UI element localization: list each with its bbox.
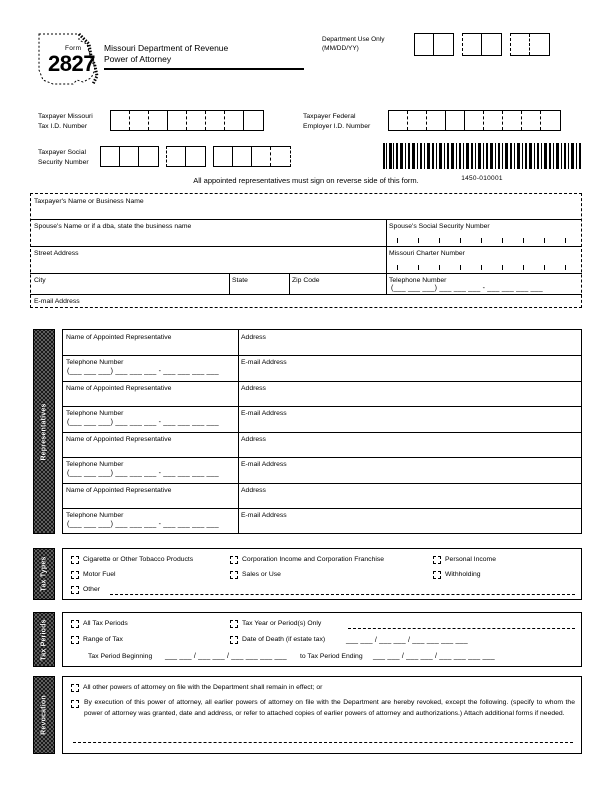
date-year-group[interactable] <box>510 33 550 56</box>
checkbox-box[interactable] <box>71 571 79 579</box>
signature-notice: All appointed representatives must sign on reverse side of this form. <box>193 176 419 185</box>
row-divider <box>62 381 582 382</box>
row-divider <box>30 219 582 220</box>
checkbox-corporation-income[interactable] <box>230 555 384 564</box>
date-cell[interactable] <box>482 34 501 55</box>
form-word-label: Form <box>65 45 82 52</box>
checkbox-range-of-tax[interactable] <box>71 635 123 644</box>
ssn-cell[interactable] <box>233 147 252 166</box>
ssn-cell[interactable] <box>252 147 271 166</box>
row-divider <box>62 406 582 407</box>
barcode-number: 1450-010001 <box>461 175 503 182</box>
zip-label: Zip Code <box>292 277 320 284</box>
checkbox-all-tax-periods[interactable] <box>71 619 128 628</box>
id-cell[interactable] <box>168 111 187 130</box>
id-cell[interactable] <box>225 111 244 130</box>
checkbox-box[interactable] <box>230 620 238 628</box>
tab-revocation-label: Revocation <box>40 695 48 735</box>
dept-use-line-1: Department Use Only <box>322 36 385 43</box>
tab-tax-periods <box>33 612 55 667</box>
spouse-ssn-label: Spouse's Social Security Number <box>389 223 490 230</box>
federal-id-label <box>303 112 370 131</box>
revocation-write-in-line[interactable] <box>73 742 573 743</box>
tax-period-ending-label: to Tax Period Ending <box>300 653 363 660</box>
ssn-cell[interactable] <box>139 147 158 166</box>
form-number: 2827 <box>48 51 95 76</box>
fed-id-label-2: Employer I.D. Number <box>303 122 371 130</box>
rep-name-label: Name of Appointed Representative <box>66 436 172 443</box>
checkbox-label: Sales or Use <box>242 571 281 578</box>
checkbox-box[interactable] <box>71 620 79 628</box>
date-of-death-input[interactable]: ___ ___ / ___ ___ / ___ ___ ___ ___ <box>346 637 468 644</box>
checkbox-label: Withholding <box>445 571 481 578</box>
checkbox-powers-revoked[interactable] <box>71 700 79 708</box>
ssn-cell[interactable] <box>120 147 139 166</box>
checkbox-box[interactable] <box>230 556 238 564</box>
email-label: E-mail Address <box>34 298 80 305</box>
row-divider <box>30 294 582 295</box>
id-cell[interactable] <box>130 111 149 130</box>
checkbox-label: All other powers of attorney on file with the Department shall remain in effect; or <box>83 684 323 691</box>
rep-email-label: E-mail Address <box>241 512 287 519</box>
barcode-image <box>383 143 581 169</box>
checkbox-label: Range of Tax <box>83 636 123 643</box>
department-use-label <box>322 35 385 53</box>
representatives-block <box>62 329 582 534</box>
tax-year-only-input[interactable] <box>348 628 575 629</box>
checkbox-sales-or-use[interactable] <box>230 570 281 579</box>
id-cell[interactable] <box>389 111 408 130</box>
rep-email-label: E-mail Address <box>241 359 287 366</box>
rep-telephone-label: Telephone Number <box>66 512 124 519</box>
id-cell[interactable] <box>206 111 225 130</box>
checkbox-tax-year-only[interactable] <box>230 619 321 628</box>
taxpayer-name-label: Taxpayer's Name or Business Name <box>34 198 144 205</box>
rep-telephone-label: Telephone Number <box>66 461 124 468</box>
checkbox-label: All Tax Periods <box>83 620 128 627</box>
checkbox-withholding[interactable] <box>433 570 481 579</box>
ssn-group-3[interactable] <box>213 146 291 167</box>
state-label: State <box>232 277 248 284</box>
tab-tax-periods-label: Tax Periods <box>40 618 48 661</box>
tax-types-block <box>62 548 582 600</box>
checkbox-personal-income[interactable] <box>433 555 496 564</box>
id-cell[interactable] <box>503 111 522 130</box>
checkbox-cigarette-tobacco[interactable] <box>71 555 193 564</box>
row-divider <box>62 508 582 509</box>
tax-period-beginning-label: Tax Period Beginning <box>88 653 153 660</box>
checkbox-box[interactable] <box>71 556 79 564</box>
federal-id-group[interactable] <box>388 110 561 131</box>
row-divider <box>62 355 582 356</box>
tab-revocation <box>33 676 55 754</box>
dept-use-line-2: (MM/DD/YY) <box>322 45 359 52</box>
tab-representatives-label: Representatives <box>40 402 48 461</box>
ssn-label-2: Security Number <box>38 158 89 166</box>
date-cell[interactable] <box>463 34 482 55</box>
checkbox-date-of-death[interactable] <box>230 635 325 644</box>
checkbox-box[interactable] <box>433 556 441 564</box>
id-cell[interactable] <box>111 111 130 130</box>
title-rule <box>104 68 304 70</box>
row-divider <box>30 273 582 274</box>
rep-address-label: Address <box>241 436 266 443</box>
spouse-ssn-ticks[interactable] <box>397 238 586 243</box>
tax-period-ending-input[interactable]: ___ ___ / ___ ___ / ___ ___ ___ ___ <box>373 653 495 660</box>
mo-tax-id-label-2: Tax I.D. Number <box>38 122 88 130</box>
id-cell[interactable] <box>541 111 560 130</box>
ssn-cell[interactable] <box>167 147 186 166</box>
ssn-label-1: Taxpayer Social <box>38 149 86 156</box>
telephone-label: Telephone Number <box>389 277 447 284</box>
ssn-cell[interactable] <box>271 147 290 166</box>
date-cell[interactable] <box>415 34 434 55</box>
rep-telephone-label: Telephone Number <box>66 359 124 366</box>
date-cell[interactable] <box>530 34 549 55</box>
id-cell[interactable] <box>484 111 503 130</box>
checkbox-label: Other <box>83 586 100 593</box>
id-cell[interactable] <box>244 111 263 130</box>
department-date-boxes[interactable] <box>414 33 550 56</box>
tax-periods-block <box>62 612 582 667</box>
col-divider <box>386 219 387 294</box>
row-divider <box>62 457 582 458</box>
mo-tax-id-label-1: Taxpayer Missouri <box>38 113 93 120</box>
tab-representatives <box>33 329 55 534</box>
checkbox-box[interactable] <box>71 586 79 594</box>
date-day-group[interactable] <box>462 33 502 56</box>
checkbox-label: Corporation Income and Corporation Franchise <box>242 556 385 563</box>
ssn-cell[interactable] <box>186 147 205 166</box>
ssn-cell[interactable] <box>214 147 233 166</box>
id-cell[interactable] <box>522 111 541 130</box>
rep-telephone-label: Telephone Number <box>66 410 124 417</box>
tab-tax-types-label: Tax Types <box>40 556 48 592</box>
rep-name-label: Name of Appointed Representative <box>66 487 172 494</box>
row-divider <box>62 432 582 433</box>
id-cell[interactable] <box>465 111 484 130</box>
col-divider <box>229 273 230 294</box>
id-cell[interactable] <box>446 111 465 130</box>
tab-tax-types <box>33 548 55 600</box>
agency-name <box>104 43 228 65</box>
date-cell[interactable] <box>434 34 453 55</box>
checkbox-motor-fuel[interactable] <box>71 570 115 579</box>
ssn-boxes[interactable] <box>100 146 291 167</box>
fed-id-label-1: Taxpayer Federal <box>303 113 356 120</box>
row-divider <box>62 483 582 484</box>
checkbox-label: Cigarette or Other Tobacco Products <box>83 556 194 563</box>
mo-tax-id-boxes[interactable] <box>110 110 264 131</box>
revocation-block <box>62 676 582 754</box>
ssn-cell[interactable] <box>101 147 120 166</box>
rep-telephone-format[interactable]: (___ ___ ___) ___ ___ ___ - ___ ___ ___ ___ <box>67 419 219 426</box>
checkbox-label: Date of Death (if estate tax) <box>242 636 326 643</box>
rep-address-label: Address <box>241 334 266 341</box>
rep-name-label: Name of Appointed Representative <box>66 385 172 392</box>
rep-telephone-format[interactable]: (___ ___ ___) ___ ___ ___ - ___ ___ ___ ___ <box>67 368 219 375</box>
id-cell[interactable] <box>187 111 206 130</box>
charter-number-ticks[interactable] <box>397 265 586 270</box>
mo-tax-id-group[interactable] <box>110 110 264 131</box>
mo-tax-id-label <box>38 112 93 131</box>
ssn-label <box>38 148 89 167</box>
city-label: City <box>34 277 46 284</box>
ssn-group-1[interactable] <box>100 146 159 167</box>
row-divider <box>30 246 582 247</box>
tax-period-beginning-input[interactable]: ___ ___ / ___ ___ / ___ ___ ___ ___ <box>165 653 287 660</box>
id-cell[interactable] <box>408 111 427 130</box>
date-month-group[interactable] <box>414 33 454 56</box>
revocation-option-2-text: By execution of this power of attorney, all earlier powers of attorney on file with the Department are hereby revoked, except the following. (specify to whom the power of attorney was granted, date and address, or refer to attached copies of earlier powers of attorney and authorizations.) Attach additional forms if needed. <box>84 699 575 717</box>
form-title: Power of Attorney <box>104 54 172 64</box>
agency-label: Missouri Department of Revenue <box>104 43 229 53</box>
rep-email-label: E-mail Address <box>241 410 287 417</box>
federal-id-boxes[interactable] <box>388 110 561 131</box>
checkbox-other[interactable] <box>71 585 100 594</box>
date-cell[interactable] <box>511 34 530 55</box>
spouse-name-label: Spouse's Name or if a dba, state the business name <box>34 223 192 230</box>
rep-name-label: Name of Appointed Representative <box>66 334 172 341</box>
id-cell[interactable] <box>427 111 446 130</box>
ssn-group-2[interactable] <box>166 146 206 167</box>
taxpayer-info-block <box>30 193 582 308</box>
rep-address-label: Address <box>241 385 266 392</box>
other-tax-type-input[interactable] <box>110 594 575 595</box>
rep-address-label: Address <box>241 487 266 494</box>
telephone-format[interactable]: (___ ___ ___) ___ ___ ___ - ___ ___ ___ ___ <box>391 285 543 292</box>
checkbox-box[interactable] <box>71 636 79 644</box>
id-cell[interactable] <box>149 111 168 130</box>
col-divider <box>238 329 239 534</box>
charter-number-label: Missouri Charter Number <box>389 250 465 257</box>
checkbox-box[interactable] <box>433 571 441 579</box>
checkbox-box[interactable] <box>230 636 238 644</box>
col-divider <box>289 273 290 294</box>
checkbox-box[interactable] <box>230 571 238 579</box>
checkbox-label: Personal Income <box>445 556 497 563</box>
checkbox-label: Tax Year or Period(s) Only <box>242 620 322 627</box>
rep-email-label: E-mail Address <box>241 461 287 468</box>
checkbox-box[interactable] <box>71 684 79 692</box>
checkbox-powers-remain-in-effect[interactable] <box>71 683 322 692</box>
street-address-label: Street Address <box>34 250 79 257</box>
checkbox-label: Motor Fuel <box>83 571 116 578</box>
rep-telephone-format[interactable]: (___ ___ ___) ___ ___ ___ - ___ ___ ___ ___ <box>67 521 219 528</box>
rep-telephone-format[interactable]: (___ ___ ___) ___ ___ ___ - ___ ___ ___ ___ <box>67 470 219 477</box>
